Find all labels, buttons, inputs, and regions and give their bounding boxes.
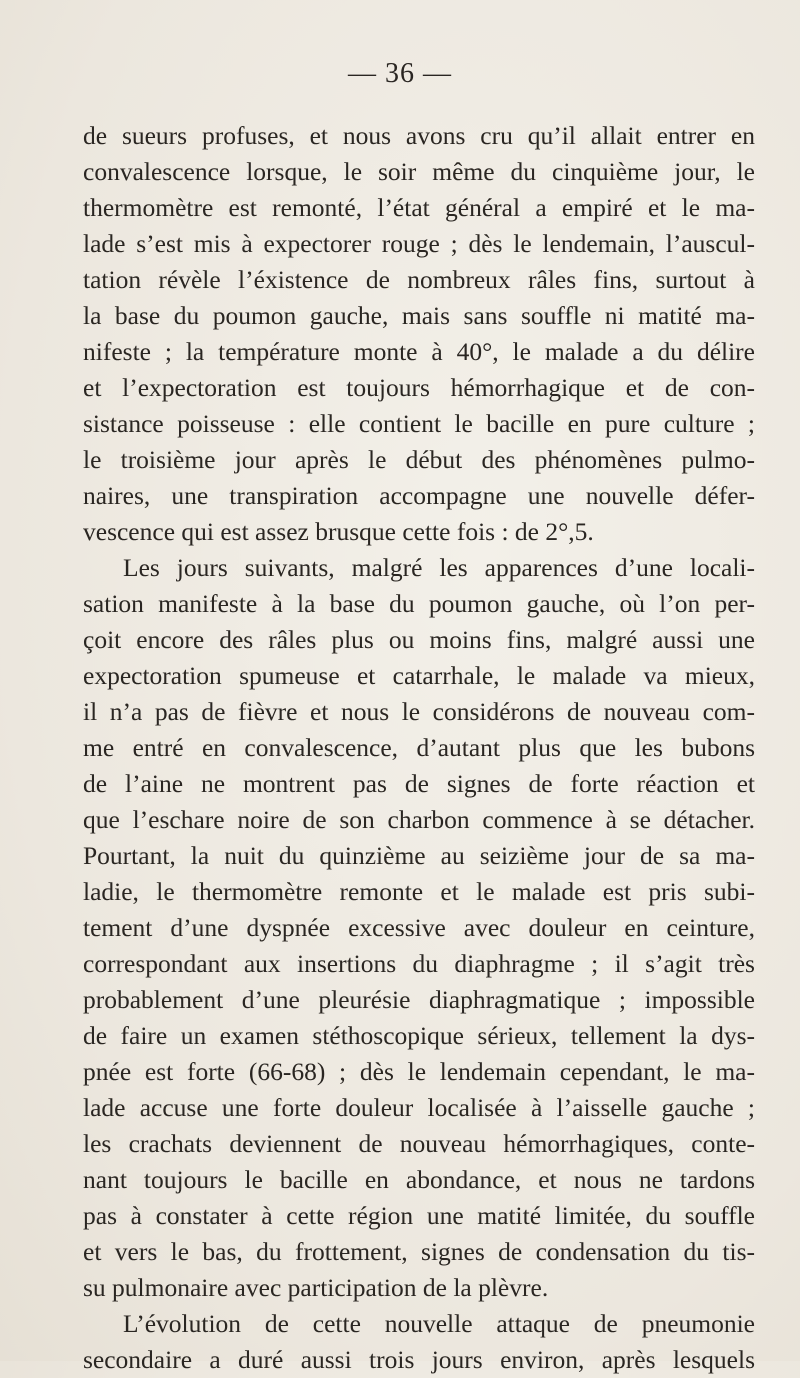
- text-line: me entré en convalescence, d’autant plus que les bubons: [83, 733, 755, 762]
- text-line: de l’aine ne montrent pas de signes de forte réaction et: [83, 769, 755, 798]
- text-line: lade s’est mis à expectorer rouge ; dès le lendemain, l’auscul-: [83, 229, 755, 258]
- text-line: tement d’une dyspnée excessive avec douleur en ceinture,: [83, 913, 755, 942]
- text-line: pnée est forte (66-68) ; dès le lendemain cependant, le ma-: [83, 1057, 755, 1086]
- text-line: de sueurs profuses, et nous avons cru qu’il allait entrer en: [83, 121, 755, 150]
- text-line: tation révèle l’éxistence de nombreux râles fins, surtout à: [83, 265, 755, 294]
- text-line: convalescence lorsque, le soir même du cinquième jour, le: [83, 157, 755, 186]
- text-line: su pulmonaire avec participation de la plèvre.: [83, 1273, 549, 1302]
- text-line: Pourtant, la nuit du quinzième au seizième jour de sa ma-: [83, 841, 755, 870]
- text-line: lade accuse une forte douleur localisée à l’aisselle gauche ;: [83, 1093, 755, 1122]
- text-line: sation manifeste à la base du poumon gauche, où l’on per-: [83, 589, 755, 618]
- text-line: il n’a pas de fièvre et nous le considérons de nouveau com-: [83, 697, 755, 726]
- text-line: naires, une transpiration accompagne une nouvelle défer-: [83, 481, 755, 510]
- text-line: probablement d’une pleurésie diaphragmatique ; impossible: [83, 985, 755, 1014]
- text-line: les crachats deviennent de nouveau hémorrhagiques, conte-: [83, 1129, 755, 1158]
- text-line: expectoration spumeuse et catarrhale, le malade va mieux,: [83, 661, 755, 690]
- text-line: pas à constater à cette région une matité limitée, du souffle: [83, 1201, 755, 1230]
- text-line: thermomètre est remonté, l’état général a empiré et le ma-: [83, 193, 755, 222]
- text-line: la base du poumon gauche, mais sans souffle ni matité ma-: [83, 301, 755, 330]
- text-line: nifeste ; la température monte à 40°, le malade a du délire: [83, 337, 755, 366]
- text-line: vescence qui est assez brusque cette fois : de 2°,5.: [83, 517, 594, 546]
- text-line: çoit encore des râles plus ou moins fins, malgré aussi une: [83, 625, 755, 654]
- text-line: sistance poisseuse : elle contient le bacille en pure culture ;: [83, 409, 755, 438]
- text-line: Les jours suivants, malgré les apparences d’une locali-: [123, 553, 755, 582]
- text-line: le troisième jour après le début des phénomènes pulmo-: [83, 445, 755, 474]
- text-line: correspondant aux insertions du diaphragme ; il s’agit très: [83, 949, 755, 978]
- text-line: nant toujours le bacille en abondance, et nous ne tardons: [83, 1165, 755, 1194]
- text-line: ladie, le thermomètre remonte et le malade est pris subi-: [83, 877, 755, 906]
- text-line: que l’eschare noire de son charbon commence à se détacher.: [83, 805, 755, 834]
- text-line: L’évolution de cette nouvelle attaque de pneumonie: [123, 1309, 755, 1338]
- text-line: et vers le bas, du frottement, signes de condensation du tis-: [83, 1237, 755, 1266]
- text-line: et l’expectoration est toujours hémorrhagique et de con-: [83, 373, 755, 402]
- page-number: — 36 —: [348, 58, 452, 89]
- text-line: de faire un examen stéthoscopique sérieux, tellement la dys-: [83, 1021, 755, 1050]
- body-text: [83, 118, 755, 1378]
- text-line: secondaire a duré aussi trois jours environ, après lesquels: [83, 1345, 755, 1374]
